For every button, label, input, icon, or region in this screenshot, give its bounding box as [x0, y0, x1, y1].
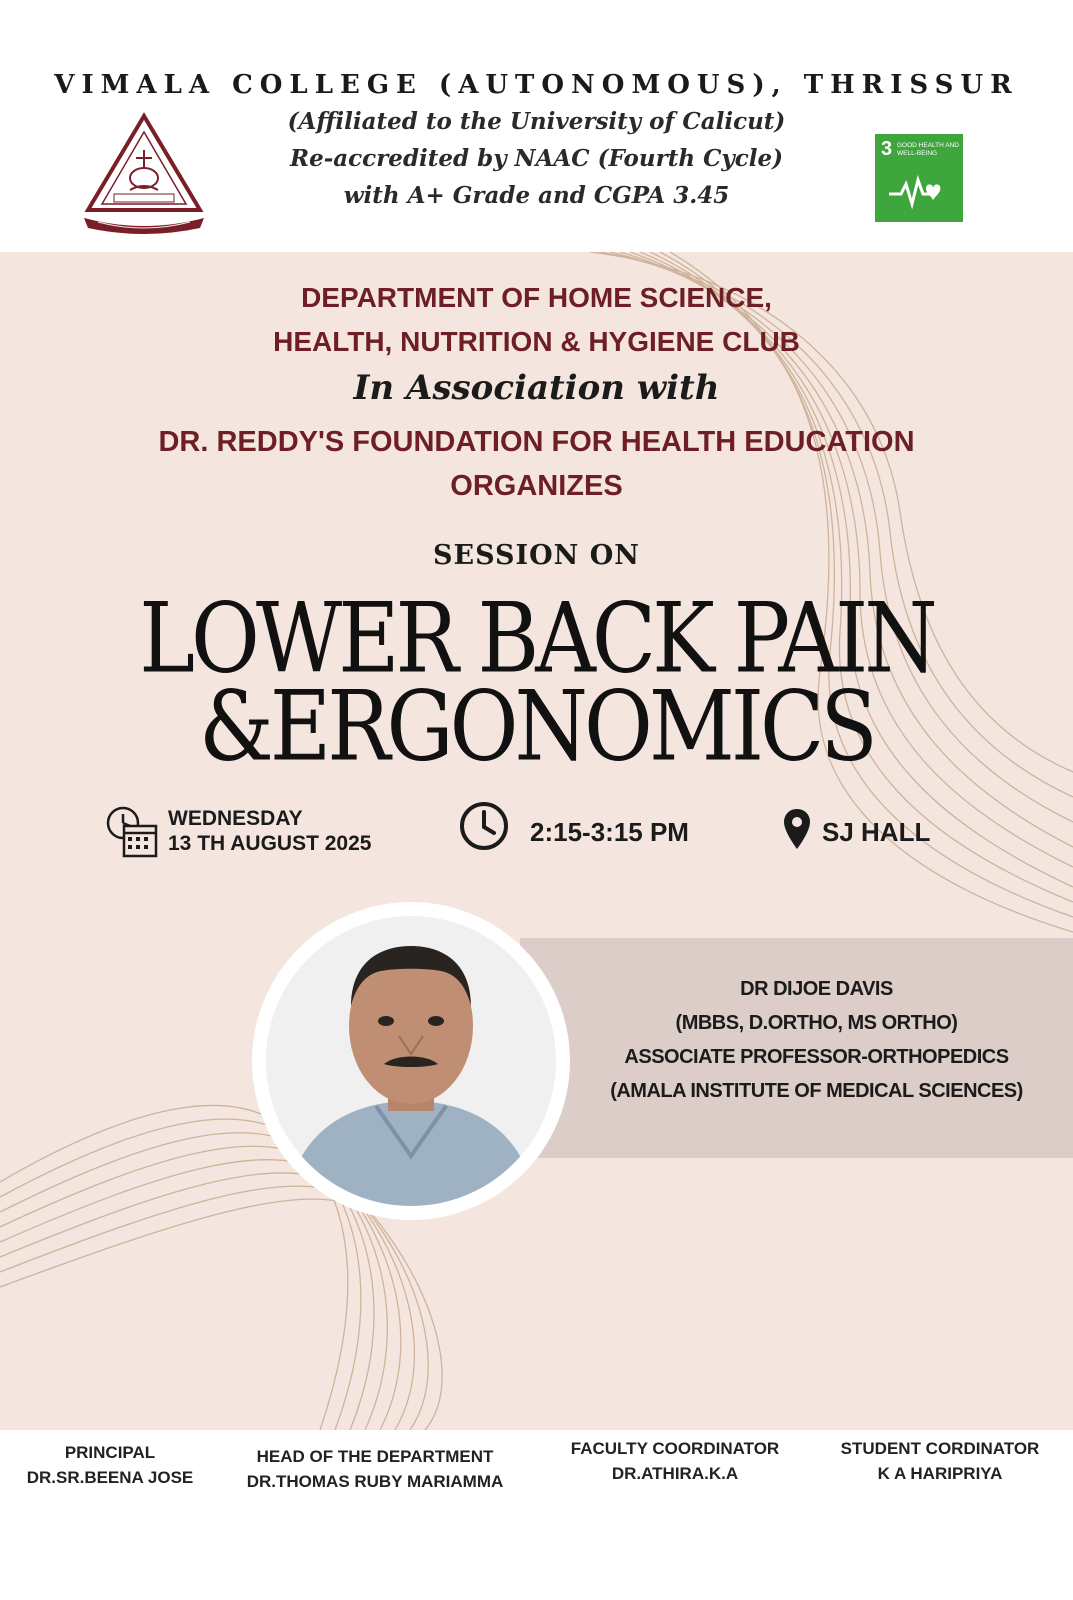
organizer-line-1: DEPARTMENT OF HOME SCIENCE, [301, 282, 772, 313]
coordinator-hod [220, 1444, 530, 1494]
coordinator-name: DR.ATHIRA.K.A [611, 1464, 739, 1483]
clock-icon [458, 800, 510, 856]
coordinator-role: FACULTY COORDINATOR [570, 1439, 780, 1458]
event-date: 13 TH AUGUST 2025 [168, 832, 372, 855]
event-title-line-1: LOWER BACK PAIN [139, 582, 934, 695]
calendar-clock-icon [106, 806, 158, 862]
coordinator-role: STUDENT CORDINATOR [840, 1439, 1040, 1458]
coordinator-name: DR.SR.BEENA JOSE [26, 1468, 194, 1487]
coordinator-principal [10, 1440, 210, 1490]
accreditation-text: Re-accredited by NAAC (Fourth Cycle) [289, 145, 784, 172]
header [0, 0, 1073, 252]
affiliation-text: (Affiliated to the University of Calicut) [287, 108, 786, 135]
location-pin-icon [782, 807, 812, 855]
sdg-label: GOOD HEALTH AND WELL-BEING [897, 142, 960, 157]
sdg-number: 3 [881, 138, 893, 160]
speaker-name: DR DIJOE DAVIS [740, 978, 893, 1000]
heartbeat-icon [887, 174, 951, 210]
main-panel [0, 252, 1073, 1430]
coordinator-name: K A HARIPRIYA [877, 1464, 1003, 1483]
footer [0, 1430, 1073, 1600]
speaker-qualifications: (MBBS, D.ORTHO, MS ORTHO) [675, 1012, 958, 1034]
coordinator-faculty [550, 1436, 800, 1486]
speaker-role: ASSOCIATE PROFESSOR-ORTHOPEDICS [624, 1046, 1009, 1068]
partner-foundation: DR. REDDY'S FOUNDATION FOR HEALTH EDUCATION [158, 426, 915, 458]
coordinator-name: DR.THOMAS RUBY MARIAMMA [246, 1472, 504, 1491]
speaker-institute: (AMALA INSTITUTE OF MEDICAL SCIENCES) [610, 1080, 1023, 1102]
sdg-badge [875, 134, 963, 222]
session-label: SESSION ON [433, 540, 640, 571]
organizes-text: ORGANIZES [450, 470, 623, 502]
event-day: WEDNESDAY [168, 807, 303, 830]
event-time: 2:15-3:15 PM [530, 817, 689, 847]
coordinator-student [815, 1436, 1065, 1486]
organizer-line-2: HEALTH, NUTRITION & HYGIENE CLUB [273, 326, 800, 357]
association-text: In Association with [353, 368, 720, 408]
college-name: VIMALA COLLEGE (AUTONOMOUS), THRISSUR [54, 70, 1019, 100]
event-title-line-2: &ERGONOMICS [199, 670, 874, 783]
accreditation-grade-text: with A+ Grade and CGPA 3.45 [343, 182, 730, 209]
coordinator-role: PRINCIPAL [64, 1443, 156, 1462]
coordinator-role: HEAD OF THE DEPARTMENT [256, 1447, 494, 1466]
speaker-photo [266, 916, 556, 1206]
college-emblem-icon [78, 110, 210, 238]
event-venue: SJ HALL [822, 817, 931, 847]
